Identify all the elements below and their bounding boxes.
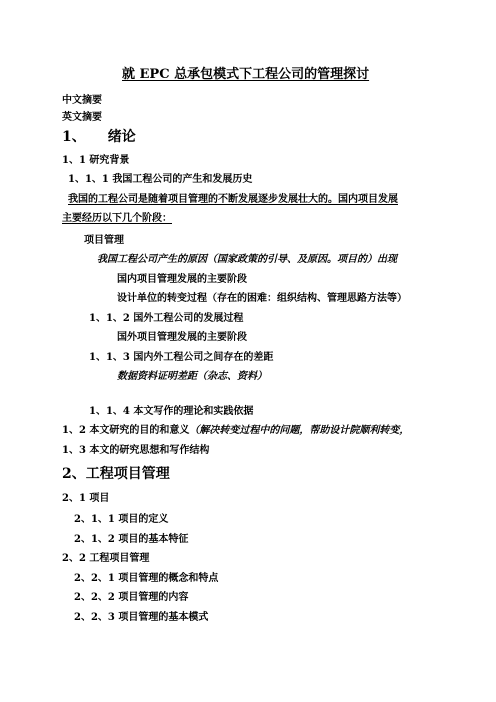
toc-line: 设计单位的转变过程（存在的困难：组织结构、管理思路方法等） bbox=[117, 293, 407, 304]
toc-line: 中文摘要 bbox=[62, 95, 102, 106]
toc-line: 2、2、2 项目管理的内容 bbox=[74, 592, 189, 603]
toc-line: 英文摘要 bbox=[62, 112, 102, 123]
toc-line: 2、2、1 项目管理的概念和特点 bbox=[74, 573, 219, 584]
toc-line: 2、2 工程项目管理 bbox=[62, 553, 150, 564]
toc-line: 2、1 项目 bbox=[62, 493, 110, 504]
toc-line: 数据资料证明差距（杂志、资料） bbox=[117, 371, 267, 382]
toc-line: 我国工程公司产生的原因（国家政策的引导、及原因。项目的）出现 bbox=[97, 254, 397, 265]
body-paragraph-line: 主要经历以下几个阶段： bbox=[62, 213, 172, 224]
toc-line-text: 1、2 本文研究的目的和意义（解决转变过程中的问题，帮助设计院顺利转变， bbox=[62, 425, 410, 436]
toc-line: 国外项目管理发展的主要阶段 bbox=[117, 332, 247, 343]
document-title: 就 EPC 总承包模式下工程公司的管理探讨 bbox=[122, 67, 370, 82]
body-paragraph-line: 我国的工程公司是随着项目管理的不断发展逐步发展壮大的。国内项目发展 bbox=[68, 194, 398, 205]
toc-line: 2、1、1 项目的定义 bbox=[74, 514, 169, 525]
toc-line: 1、1、3 国内外工程公司之间存在的差距 bbox=[89, 352, 274, 363]
chapter-heading: 2、工程项目管理 bbox=[62, 466, 170, 482]
toc-line: 1、1 研究背景 bbox=[62, 155, 130, 166]
toc-line: 项目管理 bbox=[84, 235, 124, 246]
toc-line: 1、1、1 我国工程公司的产生和发展历史 bbox=[68, 174, 253, 185]
toc-line: 2、1、2 项目的基本特征 bbox=[74, 534, 189, 545]
toc-line: 2、2、3 项目管理的基本模式 bbox=[74, 612, 209, 623]
chapter-number: 1、 bbox=[62, 129, 86, 145]
toc-line: 1、1、4 本文写作的理论和实践依据 bbox=[89, 406, 254, 417]
toc-line: 1、3 本文的研究思想和写作结构 bbox=[62, 445, 210, 456]
toc-line-note: （解决转变过程中的问题，帮助设计院顺利转变， bbox=[189, 425, 410, 436]
toc-line: 国内项目管理发展的主要阶段 bbox=[117, 274, 247, 285]
toc-line: 1、1、2 国外工程公司的发展过程 bbox=[89, 313, 244, 324]
toc-line bbox=[62, 424, 409, 438]
chapter-title: 绪论 bbox=[107, 129, 136, 145]
chapter-heading bbox=[62, 128, 136, 146]
